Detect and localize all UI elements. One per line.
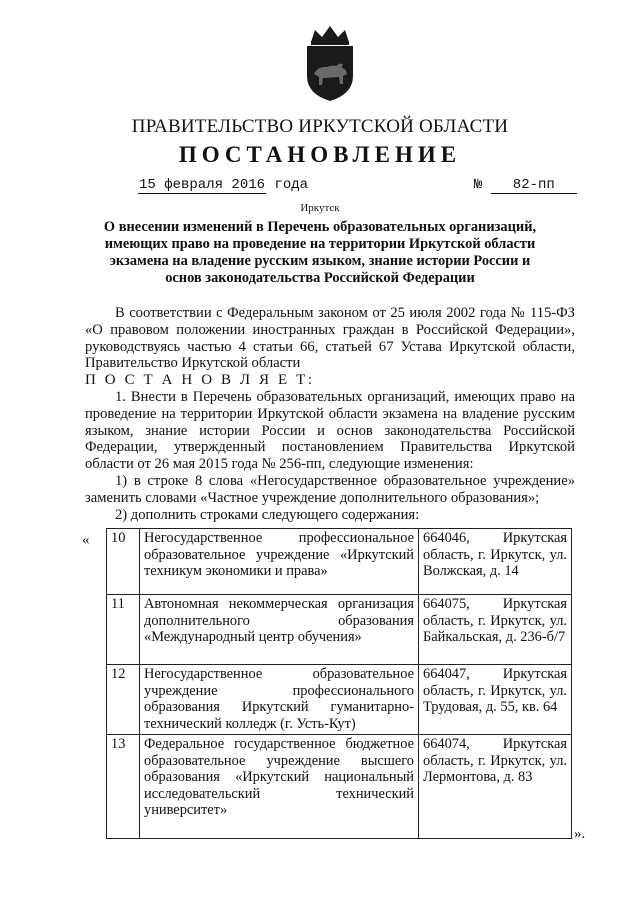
- document-title: О внесении изменений в Перечень образовательных организаций, имеющих право на проведение на территории Иркутской области экзамена на владение русским языком, знание истории России и основ законодательства Российской Федерации: [103, 219, 537, 286]
- organizations-table: [106, 528, 572, 839]
- table-row: [107, 735, 572, 839]
- organization-address: 664074, Иркутская область, г. Иркутск, ул. Лермонтова, д. 83: [419, 735, 572, 839]
- closing-quote: ».: [574, 826, 586, 842]
- organization-name: Федеральное государственное бюджетное образовательное учреждение высшего образования «Иркутский национальный исследовательский технический университет»: [140, 735, 419, 839]
- organization-name: Автономная некоммерческая организация дополнительного образования «Международный центр обучения»: [140, 595, 419, 665]
- table-row: [107, 665, 572, 735]
- row-number: 12: [107, 665, 140, 735]
- row-number: 13: [107, 735, 140, 839]
- number-sign: №: [474, 177, 483, 193]
- government-name: ПРАВИТЕЛЬСТВО ИРКУТСКОЙ ОБЛАСТИ: [131, 116, 509, 137]
- row-number: 11: [107, 595, 140, 665]
- date-value: 15 февраля 2016: [139, 177, 266, 193]
- item-1-1-paragraph: 1) в строке 8 слова «Негосударственное образовательное учреждение» заменить словами «Частное учреждение дополнительного образования»;: [85, 472, 575, 506]
- city-name: Иркутск: [300, 202, 340, 214]
- organization-name: Негосударственное образовательное учреждение профессионального образования Иркутский гуманитарно-технический колледж (г. Усть-Кут): [140, 665, 419, 735]
- opening-quote: «: [82, 532, 90, 548]
- number-value: 82-пп: [491, 177, 577, 194]
- preamble-paragraph: В соответствии с Федеральным законом от 25 июля 2002 года № 115-ФЗ «О правовом положении иностранных граждан в Российской Федерации», руководствуясь частью 4 статьи 66, статьей 67 Устава Иркутской области, Правительство Иркутской области: [85, 305, 575, 372]
- row-number: 10: [107, 529, 140, 595]
- coat-of-arms-icon: [303, 24, 357, 102]
- organization-address: 664075, Иркутская область, г. Иркутск, ул. Байкальская, д. 236-б/7: [419, 595, 572, 665]
- resolves-heading: П О С Т А Н О В Л Я Е Т:: [85, 372, 315, 389]
- organization-address: 664046, Иркутская область, г. Иркутск, ул. Волжская, д. 14: [419, 529, 572, 595]
- table-row: [107, 595, 572, 665]
- document-number: [474, 177, 577, 194]
- document-type: ПОСТАНОВЛЕНИЕ: [178, 142, 462, 167]
- organization-name: Негосударственное профессиональное образовательное учреждение «Иркутский техникум экономики и права»: [140, 529, 419, 595]
- document-body: [85, 305, 575, 523]
- item-1-2-paragraph: 2) дополнить строками следующего содержания:: [115, 506, 420, 523]
- item-1-paragraph: 1. Внести в Перечень образовательных организаций, имеющих право на проведение на территории Иркутской области экзамена на владение русским языком, знание истории России и основ законодательства Российской Федерации, утвержденный постановлением Правительства Иркутской области от 26 мая 2015 года № 256-пп, следующие изменения:: [85, 388, 575, 473]
- document-date: [138, 177, 308, 193]
- organization-address: 664047, Иркутская область, г. Иркутск, ул. Трудовая, д. 55, кв. 64: [419, 665, 572, 735]
- date-suffix: года: [274, 177, 309, 193]
- table-row: [107, 529, 572, 595]
